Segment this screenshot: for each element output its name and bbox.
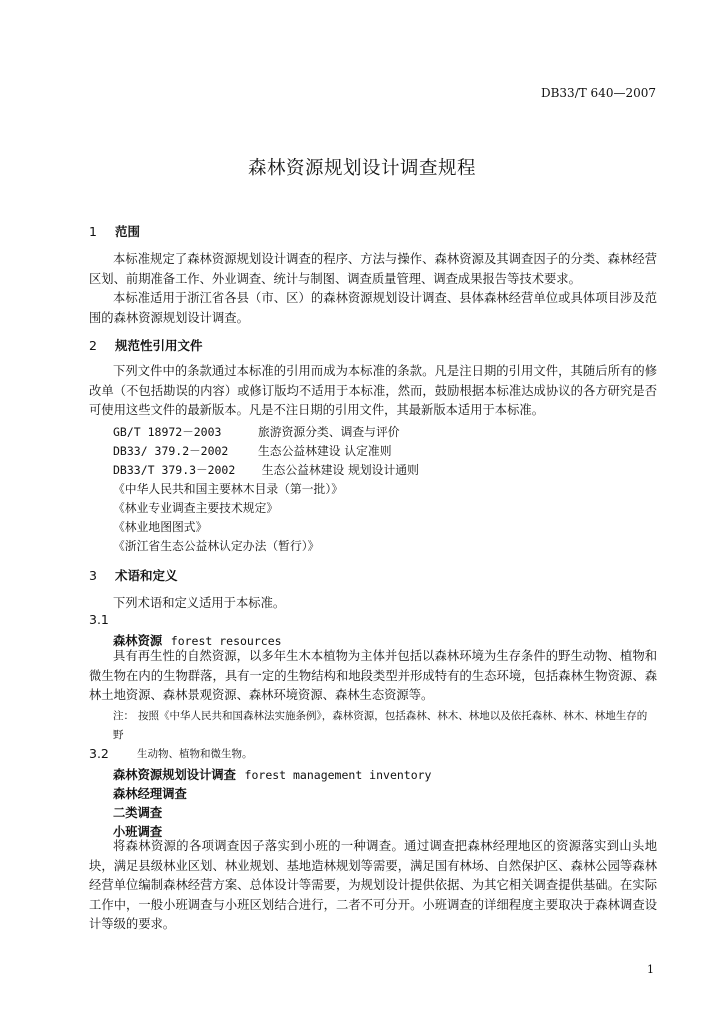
section-title: 规范性引用文件 [115,338,203,353]
reference-item [113,461,419,478]
reference-name: 生态公益林建设 认定准则 [258,444,392,458]
note-label: 注： [113,710,134,722]
reference-item [113,423,400,440]
section-1-paragraph-1: 本标准规定了森林资源规划设计调查的程序、方法与操作、森林资源及其调查因子的分类、森林经营区划、前期准备工作、外业调查、统计与制图、调查质量管理、调查成果报告等技术要求。 [89,252,657,286]
page-number: 1 [647,963,654,976]
reference-name: 生态公益林建设 规划设计通则 [258,463,419,477]
reference-name: 旅游资源分类、调查与评价 [258,425,400,439]
term-3-2-synonym: 二类调查 [113,806,163,820]
section-1-heading [89,222,140,240]
note-continuation: 生动物、植物和微生物。 [137,748,253,760]
term-chinese: 森林资源 [113,634,163,648]
standard-code: DB33/T 640—2007 [540,86,656,100]
term-3-2-definition: 将森林资源的各项调查因子落实到小班的一种调查。通过调查把森林经理地区的资源落实到山头地块，满足县级林业区划、林业规划、基地造林规划等需要，满足国有林场、自然保护区、森林公园等森林经营单位编制森林经营方案、总体设计等需要，为规划设计提供依据、为其它相关调查提供基础。在实际工作中，一般小班调查与小班区划结合进行，二者不可分开。小班调查的详细程度主要取决于森林调查设计等级的要求。 [89,839,657,932]
reference-code: DB33/T 379.3－2002 [113,463,236,477]
reference-code: GB/T 18972－2003 [113,425,222,439]
note-text: 按照《中华人民共和国森林法实施条例》，森林资源，包括森林、林木、林地以及依托森林、林木、林地生存的野 [113,710,648,741]
term-3-2 [113,765,431,783]
section-title: 范围 [115,224,141,239]
section-3-heading [89,566,178,584]
section-number: 1 [89,224,97,239]
reference-book: 《林业专业调查主要技术规定》 [113,501,279,515]
section-number: 2 [89,338,97,353]
reference-book: 《浙江省生态公益林认定办法（暂行）》 [113,539,320,553]
term-3-2-synonym: 小班调查 [113,825,163,839]
reference-item [113,442,392,459]
section-title: 术语和定义 [115,568,178,583]
section-2-paragraph: 下列文件中的条款通过本标准的引用而成为本标准的条款。凡是注日期的引用文件，其随后所有的修改单（不包括勘误的内容）或修订版均不适用于本标准，然而，鼓励根据本标准达成协议的各方研究是否可使用这些文件的最新版本。凡是不注日期的引用文件，其最新版本适用于本标准。 [89,364,657,418]
term-chinese: 森林资源规划设计调查 [113,768,236,782]
term-3-1-definition: 具有再生性的自然资源，以多年生木本植物为主体并包括以森林环境为生存条件的野生动物、植物和微生物在内的生物群落，具有一定的生物结构和地段类型并形成特有的生态环境，包括森林生物资源、森林土地资源、森林景观资源、森林环境资源、森林生态资源等。 [89,649,657,703]
section-1-paragraph-2: 本标准适用于浙江省各县（市、区）的森林资源规划设计调查、县体森林经营单位或具体项目涉及范围的森林资源规划设计调查。 [89,291,657,325]
section-2-heading [89,336,203,354]
reference-book: 《中华人民共和国主要林木目录（第一批）》 [113,482,344,496]
document-title: 森林资源规划设计调查规程 [247,158,476,179]
term-english: forest resources [170,634,282,648]
clause-3-1-number: 3.1 [89,612,109,627]
section-3-intro: 下列术语和定义适用于本标准。 [113,596,286,610]
reference-code: DB33/ 379.2－2002 [113,444,229,458]
term-3-1-note [113,707,657,764]
clause-3-2-number: 3.2 [89,746,109,761]
reference-book: 《林业地图图式》 [113,520,208,534]
section-number: 3 [89,568,97,583]
term-3-2-synonym: 森林经理调查 [113,787,187,801]
term-english: forest management inventory [244,768,432,782]
